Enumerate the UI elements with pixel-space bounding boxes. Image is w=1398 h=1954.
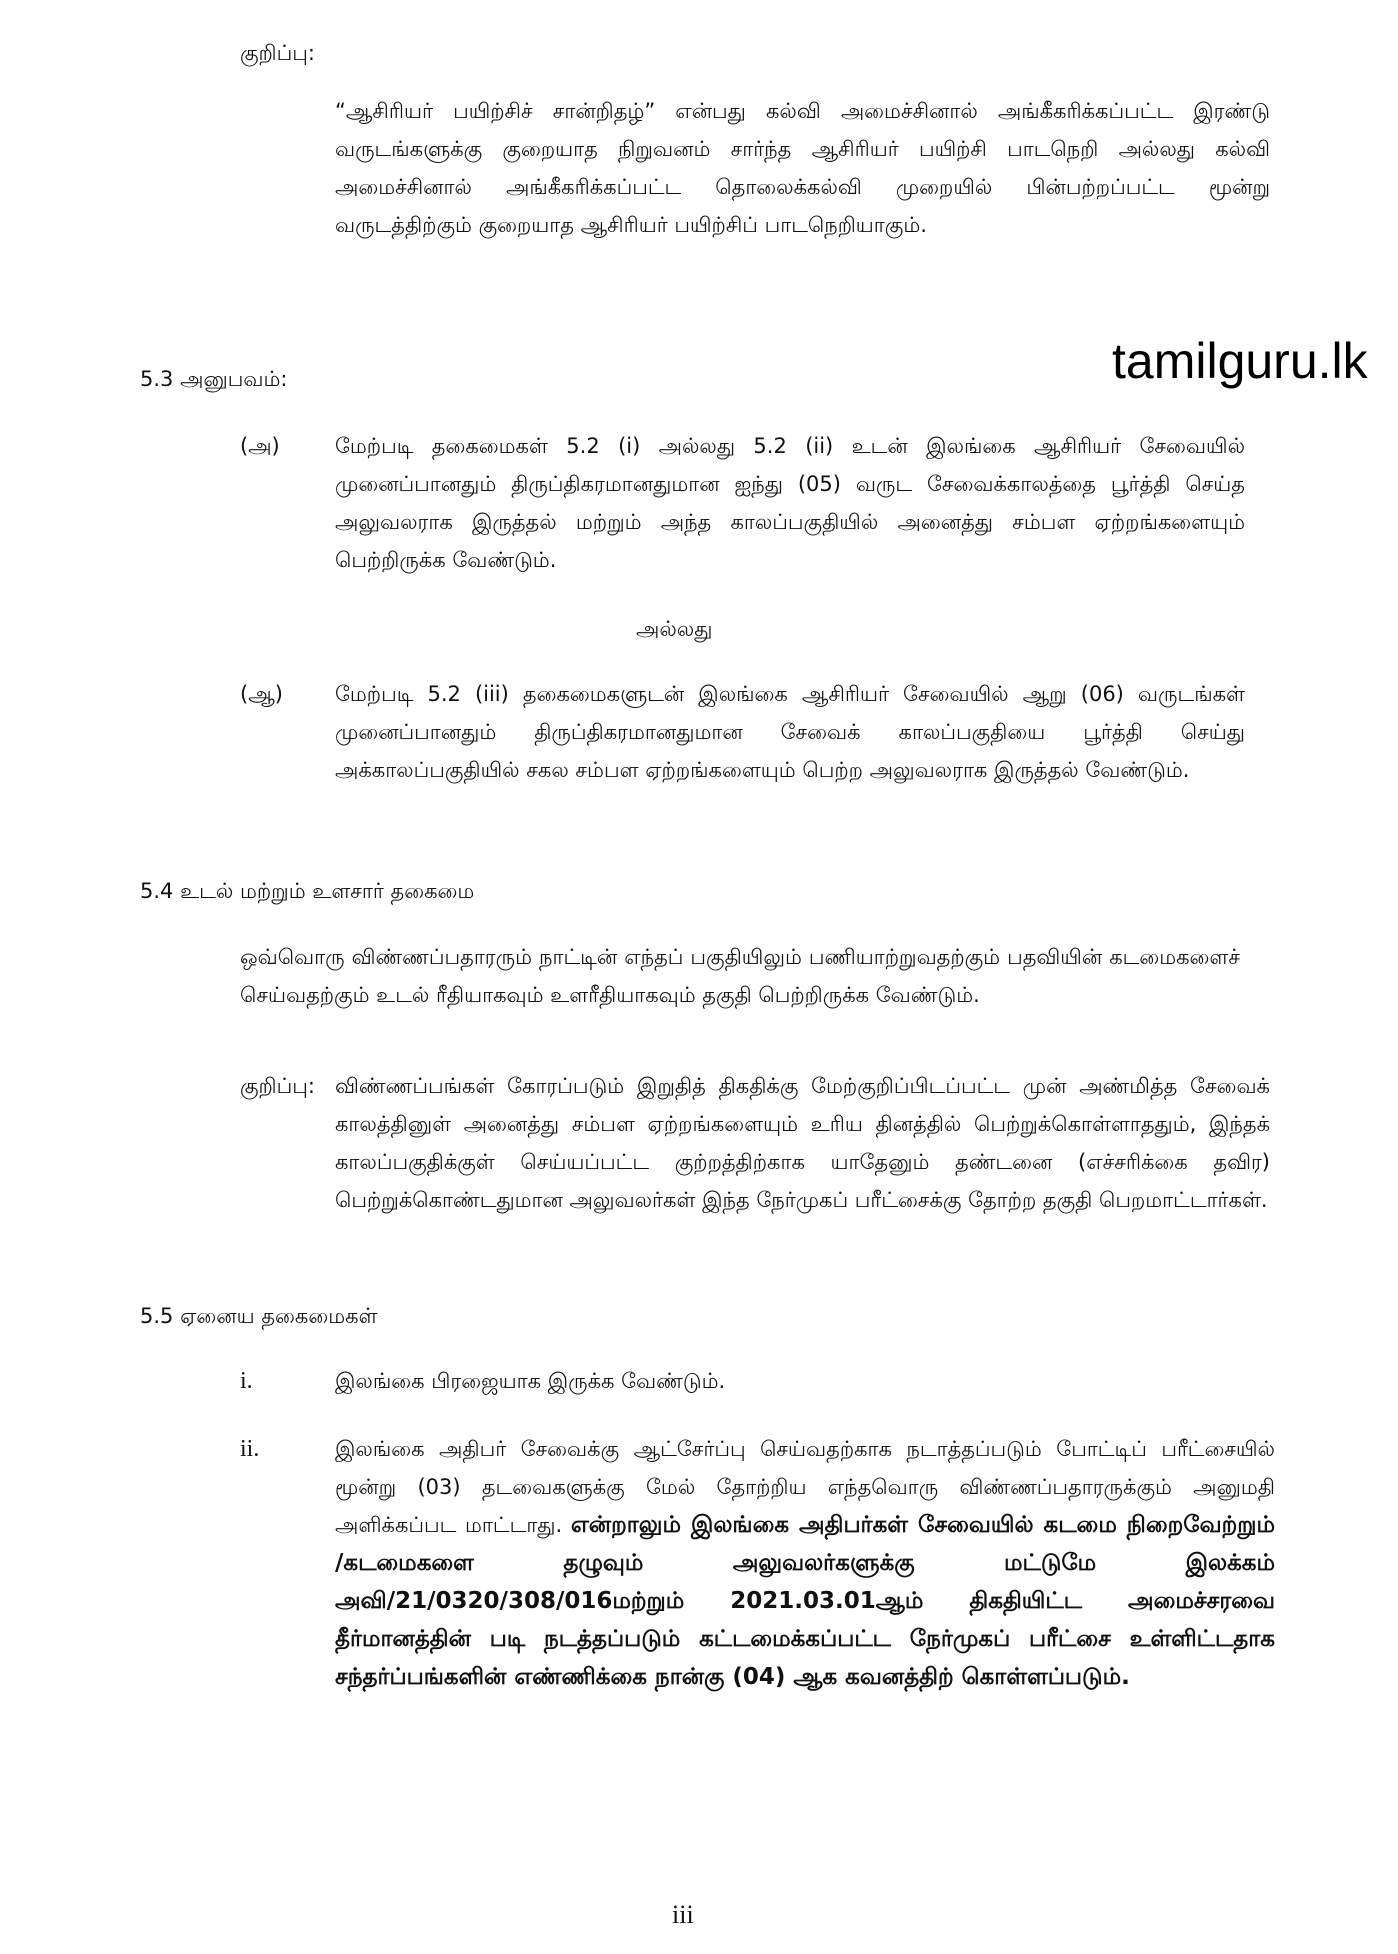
- note-text: “ஆசிரியர் பயிற்சிச் சான்றிதழ்” என்பது கல்வி அமைச்சினால் அங்கீகரிக்கப்பட்ட இரண்டு வருடங்களுக்கு குறையாத நிறுவனம் சார்ந்த ஆசிரியர் பயிற்சி பாடநெறி அல்லது கல்வி அமைச்சினால் அங்கீகரிக்கப்பட்ட தொலைக்கல்வி முறையில் பின்பற்றப்பட்ட மூன்று வருடத்திற்கும் குறையாத ஆசிரியர் பயிற்சிப் பாடநெறியாகும்.: [335, 99, 1270, 237]
- item-text-ii-regular: இலங்கை அதிபர் சேவைக்கு ஆட்சேர்ப்பு செய்வதற்காக நடாத்தப்படும் போட்டிப் பரீட்சையில் மூன்று (03) தடவைகளுக்கு மேல் தோற்றிய எந்தவொரு விண்ணப்பதாரருக்கும் அனுமதி அளிக்கப்பட மாட்டாது.: [335, 1437, 1275, 1537]
- section-heading-5-4: 5.4 உடல் மற்றும் உளசார் தகைமை: [140, 879, 475, 903]
- item-text-ii: [335, 1430, 1275, 1696]
- item-text-b: மேற்படி 5.2 (iii) தகைமைகளுடன் இலங்கை ஆசிரியர் சேவையில் ஆறு (06) வருடங்கள் முனைப்பானதும் திருப்திகரமானதுமான சேவைக் காலப்பகுதியை பூர்த்தி செய்து அக்காலப்பகுதியில் சகல சம்பள ஏற்றங்களையும் பெற்ற அலுவலராக இருத்தல் வேண்டும்.: [335, 682, 1245, 782]
- note-label-5-4: குறிப்பு:: [240, 1074, 315, 1098]
- page-number: iii: [672, 1900, 694, 1929]
- item-text-a: மேற்படி தகைமைகள் 5.2 (i) அல்லது 5.2 (ii) உடன் இலங்கை ஆசிரியர் சேவையில் முனைப்பானதும் திருப்திகரமானதுமான ஐந்து (05) வருட சேவைக்காலத்தை பூர்த்தி செய்த அலுவலராக இருத்தல் மற்றும் அந்த காலப்பகுதியில் அனைத்து சம்பள ஏற்றங்களையும் பெற்றிருக்க வேண்டும்.: [335, 434, 1245, 572]
- item-label-a: (அ): [240, 434, 280, 458]
- note-text-5-4: விண்ணப்பங்கள் கோரப்படும் இறுதித் திகதிக்கு மேற்குறிப்பிடப்பட்ட முன் அண்மித்த சேவைக் காலத்தினுள் அனைத்து சம்பள ஏற்றங்களையும் உரிய தினத்தில் பெற்றுக்கொள்ளாததும், இந்தக் காலப்பகுதிக்குள் செய்யப்பட்ட குற்றத்திற்காக யாதேனும் தண்டனை (எச்சரிக்கை தவிர) பெற்றுக்கொண்டதுமான அலுவலர்கள் இந்த நேர்முகப் பரீட்சைக்கு தோற்ற தகுதி பெறமாட்டார்கள்.: [335, 1074, 1270, 1212]
- section-text-5-4: ஒவ்வொரு விண்ணப்பதாரரும் நாட்டின் எந்தப் பகுதியிலும் பணியாற்றுவதற்கும் பதவியின் கடமைகளைச் செய்வதற்கும் உடல் ரீதியாகவும் உளரீதியாகவும் தகுதி பெற்றிருக்க வேண்டும்.: [240, 945, 1240, 1007]
- note-label: குறிப்பு:: [240, 41, 315, 65]
- item-label-ii: ii.: [240, 1436, 260, 1462]
- item-label-b: (ஆ): [240, 682, 283, 706]
- section-heading-5-5: 5.5 ஏனைய தகைமைகள்: [140, 1304, 378, 1328]
- item-label-i: i.: [240, 1368, 253, 1394]
- or-separator: அல்லது: [636, 617, 713, 641]
- watermark-text: tamilguru.lk: [1112, 333, 1368, 389]
- item-text-i: இலங்கை பிரஜையாக இருக்க வேண்டும்.: [335, 1369, 726, 1393]
- section-heading-5-3: 5.3 அனுபவம்:: [140, 367, 288, 391]
- item-text-ii-bold: என்றாலும் இலங்கை அதிபர்கள் சேவையில் கடமை நிறைவேற்றும் /கடமைகளை தழுவும் அலுவலர்களுக்கு மட்டுமே இலக்கம் அவி/21/0320/308/016மற்றும் 2021.03.01ஆம் திகதியிட்ட அமைச்சரவை தீர்மானத்தின் படி நடத்தப்படும் கட்டமைக்கப்பட்ட நேர்முகப் பரீட்சை உள்ளிட்டதாக சந்தர்ப்பங்களின் எண்ணிக்கை நான்கு (04) ஆக கவனத்திற் கொள்ளப்படும்.: [335, 1512, 1276, 1690]
